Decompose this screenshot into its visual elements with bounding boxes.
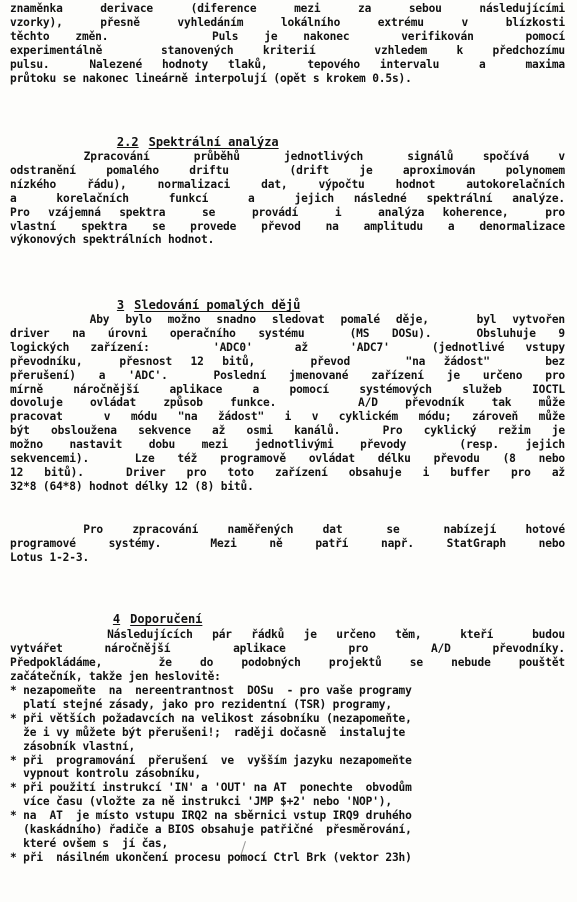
section-3-p2-line: programové systémy. Mezi ně patří např. StatGraph nebo <box>10 536 565 550</box>
section-4-title: Doporučení <box>130 612 203 626</box>
section-4-bullet-line: * při násilném ukončení procesu pomocí Ctrl Brk (vektor 23h) <box>10 850 412 864</box>
section-2-2-line: a korelačních funkcí a jejich následné spektrální analýze. <box>10 191 565 205</box>
section-4-bullet-line: * nezapomeňte na nereentrantnost DOSu - pro vaše programy <box>10 684 412 697</box>
section-3-p1-line: Aby bylo možno snadno sledovat pomalé děje, byl vytvořen <box>10 313 565 326</box>
section-4-bullet-line: (kaskádního) řadiče a BIOS obsahuje patřičné přesměrování, <box>10 823 412 837</box>
section-2-2-line: nízkého řádu), normalizaci dat, výpočtu hodnot autokorelačních <box>10 177 565 191</box>
section-2-2-line: odstranění pomalého driftu (drift je aproximován polynomem <box>10 163 565 177</box>
section-4-bullet-line: vypnout kontrolu zásobníku, <box>10 767 201 781</box>
section-3-paragraph-1 <box>10 313 565 494</box>
intro-line: znaměnka derivace (diference mezi za sebou následujícími <box>10 2 565 15</box>
section-4-bullet-line: platí stejné zásady, jako pro rezidentní (TSR) programy, <box>10 697 392 711</box>
section-4-intro-line: začátečník, takže jen heslovitě: <box>10 669 221 683</box>
section-4-bullet-line: * při programování přerušení ve vyšším jazyku nezapomeňte <box>10 753 412 767</box>
section-2-2-line: vlastní spektra se provede převod na amplitudu a denormalizace <box>10 219 565 233</box>
section-3-p1-line: driver na úrovni operačního systému (MS DOSu). Obsluhuje 9 <box>10 326 565 340</box>
section-2-2-paragraph <box>10 150 565 247</box>
intro-paragraph <box>10 2 565 85</box>
section-3-number: 3 <box>116 298 125 312</box>
section-4-intro-line: Předpokládáme, že do podobných projektů se nebude pouštět <box>10 655 565 669</box>
intro-line: experimentálně stanovených kriterií vzhledem k předchozímu <box>10 43 565 57</box>
section-2-2-line: výkonových spektrálních hodnot. <box>10 233 215 247</box>
section-3-p1-line: mírně náročnější aplikace a pomocí systémových služeb IOCTL <box>10 382 565 396</box>
section-2-2-line: Pro vzájemná spektra se provádí i analýza koherence, pro <box>10 205 565 219</box>
section-2-2-line: Zpracování průběhů jednotlivých signálů spočívá v <box>10 150 565 163</box>
section-3-p1-line: být obsloužena sekvence až osmi kanálů. Pro cyklický režim je <box>10 424 565 438</box>
section-3-p1-line: možno nastavit dobu mezi jednotlivými převody (resp. jejich <box>10 438 565 452</box>
section-4-intro <box>10 628 565 684</box>
intro-line: těchto změn. Puls je nakonec verifikován pomocí <box>10 29 565 43</box>
intro-line: vzorky), přesně vyhledáním lokálního extrému v blízkosti <box>10 15 565 29</box>
section-4-intro-line: vytvářet náročnější aplikace pro A/D převodníky. <box>10 641 565 655</box>
section-4-bullet-line: * při větších požadavcích na velikost zásobníku (nezapomeňte, <box>10 711 412 725</box>
section-4-bullet-line: * na AT je místo vstupu IRQ2 na sběrnici vstup IRQ9 druhého <box>10 809 412 823</box>
section-2-2-number: 2.2 <box>116 135 139 149</box>
section-3-p1-line: 12 bitů). Driver pro toto zařízení obsahuje i buffer pro až <box>10 465 565 479</box>
section-3-p1-line: přerušení) a 'ADC'. Poslední jmenované zařízení je určeno pro <box>10 368 565 382</box>
section-3-title: Sledování pomalých dějů <box>134 298 301 312</box>
section-4-bullet-line: více času (vložte za ně instrukci 'JMP $+2' nebo 'NOP'), <box>10 795 392 809</box>
section-3-p1-line: pracovat v módu "na žádost" i v cyklickém módu; zároveň může <box>10 410 565 424</box>
section-4-bullet-line: že i vy můžete být přerušeni!; raději dočasně instalujte <box>10 725 406 739</box>
section-3-p1-line: převodníku, přesnost 12 bitů, převod "na žádost" bez <box>10 354 565 368</box>
section-4-number: 4 <box>112 612 121 626</box>
intro-line: pulsu. Nalezené hodnoty tlaků, tepového intervalu a maxima <box>10 57 565 71</box>
section-3-p2-line: Pro zpracování naměřených dat se nabízejí hotové <box>10 523 565 536</box>
section-4-bullet-line: zásobník vlastní, <box>10 739 136 753</box>
section-3-p1-line: sekvencemi). Lze též programově ovládat délku převodu (8 nebo <box>10 452 565 466</box>
section-4-bullet-list <box>10 684 565 865</box>
section-4-intro-line: Následujících pár řádků je určeno těm, kteří budou <box>10 628 565 641</box>
intro-line: průtoku se nakonec lineárně interpolují (opět s krokem 0.5s). <box>10 71 412 85</box>
section-3-p1-line: logických zařízení: 'ADC0' až 'ADC7' (jednotlivé vstupy <box>10 340 565 354</box>
section-3-paragraph-2 <box>10 523 565 565</box>
section-3-p1-line: dovoluje ovládat způsob funkce. A/D převodník tak může <box>10 396 565 410</box>
section-4-bullet-line: které ovšem s jí čas, <box>10 836 169 850</box>
section-4-bullet-line: * při použití instrukcí 'IN' a 'OUT' na AT ponechte obvodům <box>10 781 412 795</box>
section-3-p1-line: 32*8 (64*8) hodnot délky 12 (8) bitů. <box>10 479 254 493</box>
section-2-2-title: Spektrální analýza <box>148 135 279 149</box>
section-3-p2-line: Lotus 1-2-3. <box>10 550 90 564</box>
